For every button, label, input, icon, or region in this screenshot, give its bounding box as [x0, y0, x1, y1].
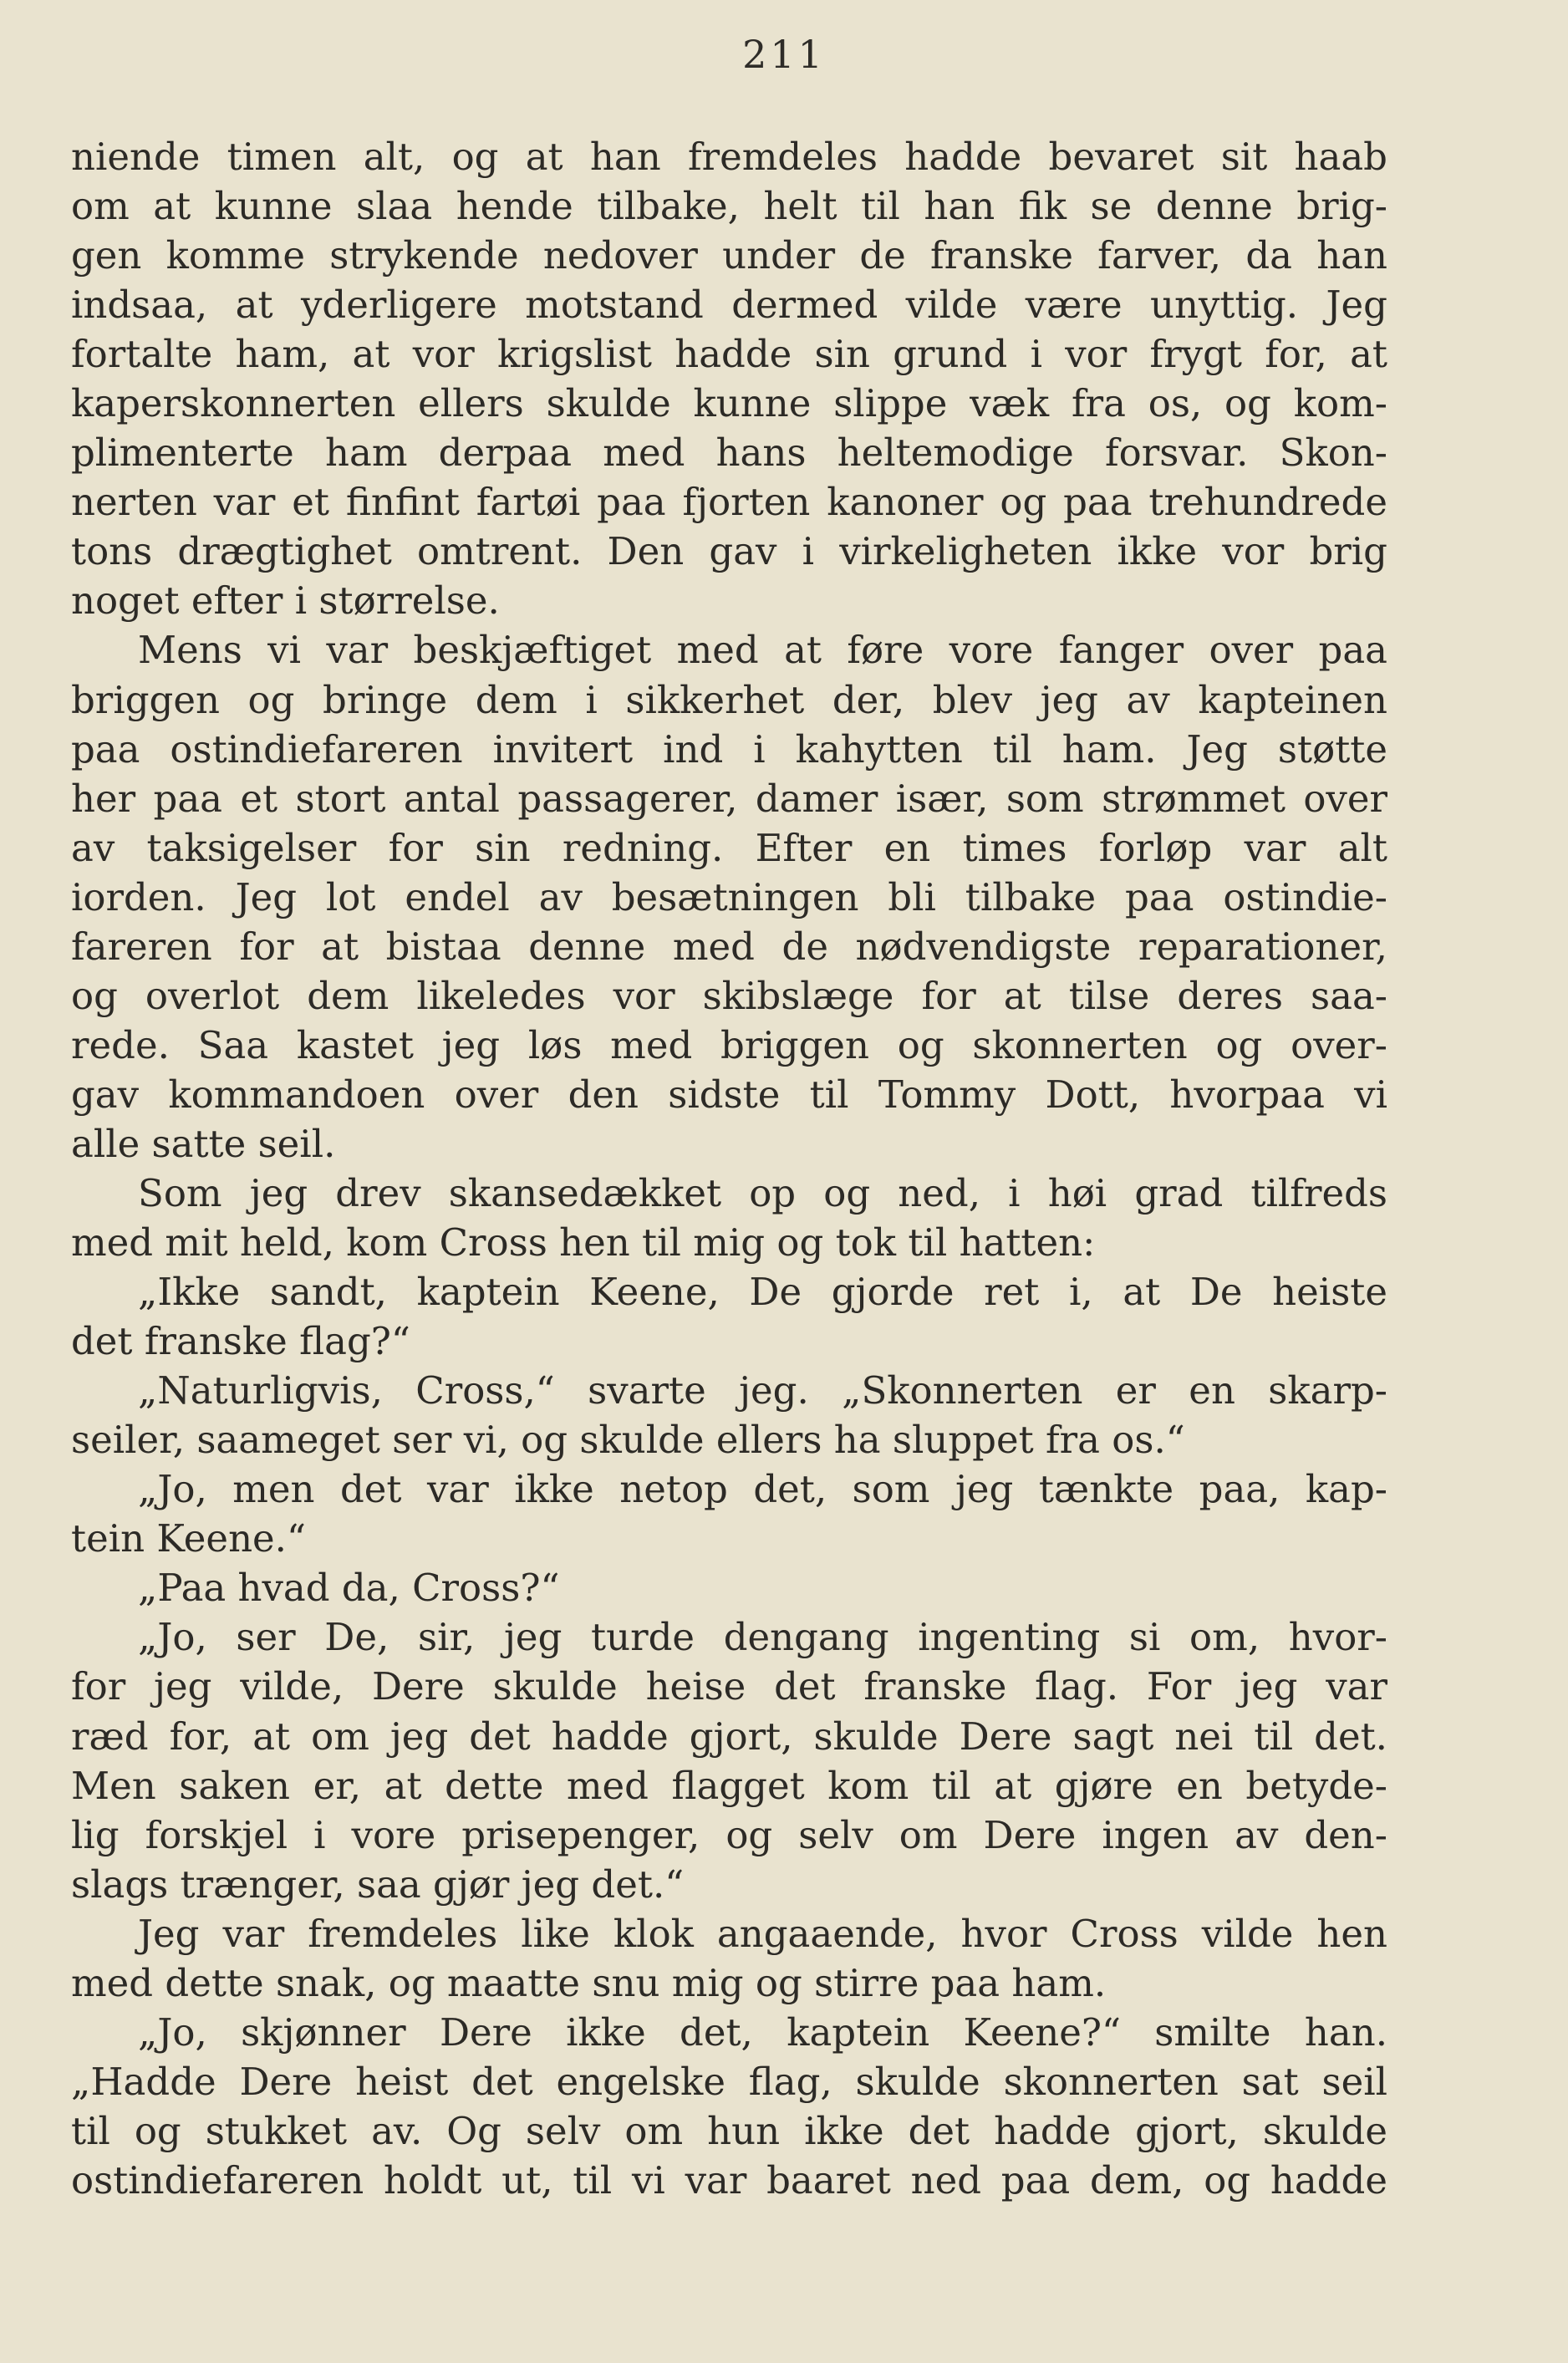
text-line: „Jo, ser De, sir, jeg turde dengang ingenting si om, hvor- [138, 1615, 1387, 1660]
text-line: tons drægtighet omtrent. Den gav i virkeligheten ikke vor brig [71, 529, 1387, 574]
text-line: rede. Saa kastet jeg løs med briggen og skonnerten og over- [71, 1022, 1387, 1067]
text-line: plimenterte ham derpaa med hans heltemodige forsvar. Skon- [71, 430, 1387, 476]
text-line: til og stukket av. Og selv om hun ikke det hadde gjort, skulde [71, 2108, 1387, 2153]
text-line: alle satte seil. [71, 1121, 336, 1166]
text-line: her paa et stort antal passagerer, damer især, som strømmet over [71, 776, 1387, 821]
text-line: niende timen alt, og at han fremdeles hadde bevaret sit haab [71, 135, 1387, 179]
text-line: og overlot dem likeledes vor skibslæge for at tilse deres saa- [71, 973, 1387, 1018]
text-line: Jeg var fremdeles like klok angaaende, hvor Cross vilde hen [138, 1911, 1387, 1956]
text-line: fortalte ham, at vor krigslist hadde sin grund i vor frygt for, at [71, 332, 1387, 377]
text-line: Mens vi var beskjæftiget med at føre vore fanger over paa [138, 628, 1387, 673]
text-line: „Hadde Dere heist det engelske flag, skulde skonnerten sat seil [71, 2059, 1387, 2104]
body-text [71, 132, 1387, 2205]
text-line: kaperskonnerten ellers skulde kunne slippe væk fra os, og kom- [71, 381, 1387, 426]
text-line: med mit held, kom Cross hen til mig og tok til hatten: [71, 1220, 1096, 1266]
text-line: ræd for, at om jeg det hadde gjort, skulde Dere sagt nei til det. [71, 1714, 1387, 1759]
text-line: om at kunne slaa hende tilbake, helt til han fik se denne brig- [71, 184, 1387, 229]
text-line: Som jeg drev skansedækket op og ned, i høi grad tilfreds [138, 1170, 1387, 1215]
text-line: „Naturligvis, Cross,“ svarte jeg. „Skonnerten er en skarp- [138, 1368, 1387, 1413]
text-line: nerten var et finfint fartøi paa fjorten kanoner og paa trehundrede [71, 480, 1387, 525]
text-line: av taksigelser for sin redning. Efter en times forløp var alt [71, 825, 1387, 870]
text-line: gen komme strykende nedover under de franske farver, da han [71, 233, 1387, 278]
text-line: iorden. Jeg lot endel av besætningen bli tilbake paa ostindie- [71, 874, 1387, 919]
text-line: „Ikke sandt, kaptein Keene, De gjorde ret i, at De heiste [138, 1270, 1387, 1315]
text-line: „Jo, men det var ikke netop det, som jeg tænkte paa, kap- [138, 1467, 1387, 1512]
text-line: „Jo, skjønner Dere ikke det, kaptein Keene?“ smilte han. [138, 2009, 1387, 2055]
text-line: gav kommandoen over den sidste til Tommy Dott, hvorpaa vi [71, 1072, 1387, 1117]
text-line: „Paa hvad da, Cross?“ [138, 1566, 560, 1611]
text-line: slags trænger, saa gjør jeg det.“ [71, 1861, 685, 1907]
text-line: fareren for at bistaa denne med de nødvendigste reparationer, [71, 924, 1387, 969]
text-line: paa ostindiefareren invitert ind i kahytten til ham. Jeg støtte [71, 726, 1387, 772]
page-number: 211 [742, 32, 826, 77]
text-line: for jeg vilde, Dere skulde heise det franske flag. For jeg var [71, 1664, 1387, 1709]
text-line: noget efter i størrelse. [71, 578, 500, 624]
text-line: Men saken er, at dette med flagget kom til at gjøre en betyde- [71, 1763, 1387, 1808]
text-line: ostindiefareren holdt ut, til vi var baaret ned paa dem, og hadde [71, 2157, 1387, 2203]
text-line: seiler, saameget ser vi, og skulde ellers ha sluppet fra os.“ [71, 1418, 1185, 1463]
text-line: med dette snak, og maatte snu mig og stirre paa ham. [71, 1960, 1107, 2005]
text-line: tein Keene.“ [71, 1516, 306, 1561]
text-line: indsaa, at yderligere motstand dermed vilde være unyttig. Jeg [71, 283, 1387, 328]
text-line: lig forskjel i vore prisepenger, og selv om Dere ingen av den- [71, 1812, 1387, 1857]
text-line: det franske flag?“ [71, 1319, 410, 1364]
text-line: briggen og bringe dem i sikkerhet der, blev jeg av kapteinen [71, 677, 1387, 722]
